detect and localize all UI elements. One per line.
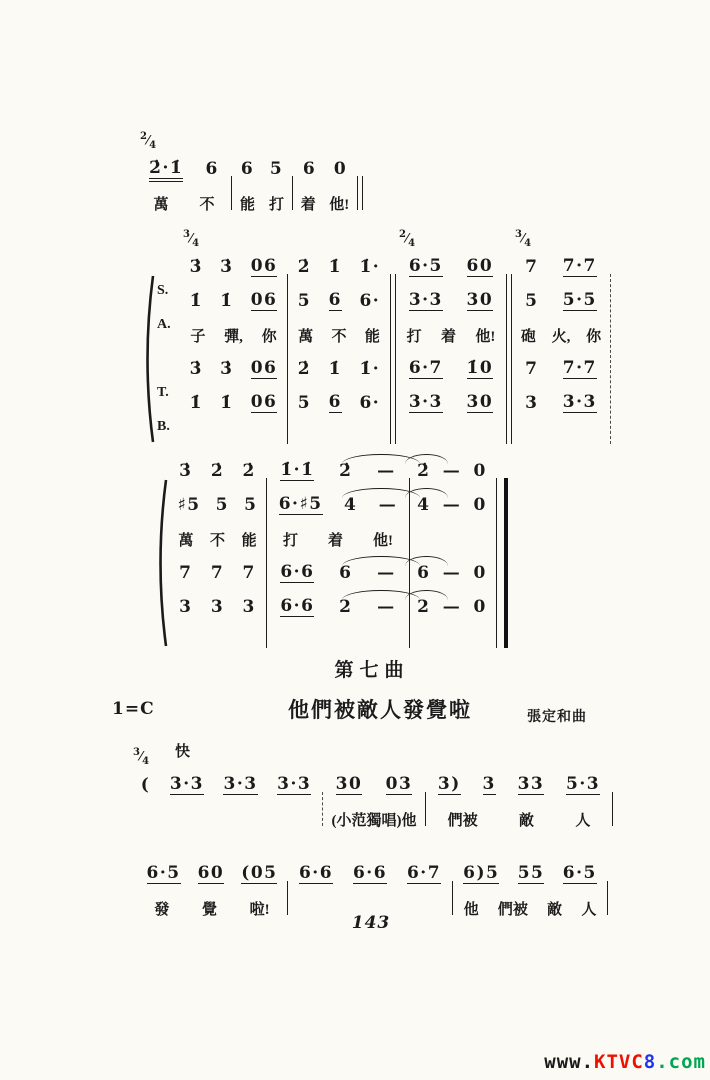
note-line [233,152,291,186]
note-token: 60 [197,862,225,883]
watermark-part: KTVC [594,1051,644,1073]
note-line [397,352,505,386]
note-token: 33 [517,773,545,794]
note-token: 5 [215,494,230,515]
lyric-token: 萬 [153,196,169,213]
note-token: 6·6 [280,595,315,616]
lyric-line [289,318,389,352]
note-line [513,352,609,386]
lyric-token: 萬 [298,328,314,345]
lyric-line [131,802,321,836]
note-line [411,488,493,522]
score-system-satb-1 [141,226,612,448]
note-token: 55 [517,862,545,883]
lyric-token: 他! [475,328,496,345]
note-line [427,768,611,802]
note-line [289,386,389,420]
note-token: 5 [244,494,258,515]
note-line [181,352,286,386]
note-token: 6· [359,290,381,311]
lyric-token: 敵 [518,812,534,829]
note-token: 3̇ [220,358,234,379]
note-token: 60 [466,255,494,276]
measure [181,229,286,420]
lyric-token: 不 [209,532,225,549]
voice-label: B. [157,419,170,434]
lyric-token: 們被 [447,812,478,829]
note-token: 2 [417,596,431,617]
note-token: — [377,596,396,617]
lyric-token: 們被 [497,901,528,918]
lyric-token: 啦! [249,901,270,918]
barline [409,478,410,648]
lyric-line [411,522,493,556]
note-line [411,590,493,624]
note-token: ♯5 [177,494,201,515]
barline [612,792,613,826]
note-token: 2̇ [417,460,431,481]
barline [610,274,611,444]
watermark-part: 8 [643,1051,657,1073]
lyric-token: 打 [268,196,284,213]
note-token: — [442,596,462,617]
lyric-token: 彈, [224,328,243,345]
lyric-token: 打 [406,328,422,345]
composer-credit: 張定和曲 [527,710,587,725]
note-token: 30 [335,773,363,794]
lyric-line [324,802,424,836]
lyric-line [138,186,230,220]
note-token: — [377,460,396,481]
barline [496,478,508,648]
note-token: 6·5 [562,862,597,883]
note-line [268,590,408,624]
note-line [131,768,321,802]
lyric-line [294,186,356,220]
barline [452,881,453,915]
note-token: 7 [179,562,193,583]
note-token: 6·5 [408,255,443,276]
note-line [138,857,286,891]
lyric-token: 着 [300,196,316,213]
note-token: 03 [385,773,413,794]
note-line [397,284,505,318]
note-token: ( [140,774,151,795]
note-token: 3 [242,596,256,617]
lyric-line [397,318,505,352]
note-token: — [377,562,396,583]
note-token: — [378,494,398,515]
lyric-token: 子 [190,328,206,345]
lyric-token: 人 [575,812,591,829]
note-token: 0 [473,562,487,583]
lyric-token: 着 [327,532,343,549]
note-token: 2̇ [297,256,312,277]
note-token: 0 [333,158,348,179]
note-token: 2̇ [242,460,256,481]
note-token: 5 [297,392,312,413]
lyric-token: 你 [586,328,602,345]
note-token: 6 [328,391,342,412]
note-token: 0 [473,596,487,617]
note-token: 3̇ [189,358,203,379]
note-token: 2̇ [297,358,312,379]
note-token: 7·7 [562,357,597,378]
note-token: 3·3 [169,773,204,794]
note-token: 30 [466,391,494,412]
note-token: 1̇ [189,290,203,311]
tempo-marking: 快 [175,744,191,760]
note-line [397,250,505,284]
note-token: 6 [328,289,342,310]
time-signature: $^3⁄_4$ [515,229,532,249]
lyric-line [233,186,291,220]
lyric-line [170,522,265,556]
note-token: 2̇ [339,460,353,481]
time-signature: $^2⁄_4$ [140,131,157,151]
note-token: 2̇ [210,460,225,481]
note-token: 7 [525,256,539,277]
time-signature: $^3⁄_4$ [133,747,150,767]
lyric-token: 你 [261,328,277,345]
barline [292,176,293,210]
lyric-token: 敵 [547,901,563,918]
voice-label: A. [157,317,171,332]
barline [390,274,396,444]
note-token: 2 [339,596,353,617]
page-number: 143 [351,913,391,933]
note-token: 3 [525,392,539,413]
note-token: 7 [242,562,256,583]
barline [607,881,608,915]
lyric-token: 人 [581,901,597,918]
system-brace-icon [154,478,168,652]
note-token: 0 [473,494,487,515]
note-token: 0 [473,460,487,481]
note-token: 3) [437,773,461,794]
lyric-line [427,802,611,836]
lyric-token: 砲 [520,328,536,345]
note-line [289,857,451,891]
note-token: 1̇· [359,358,381,379]
measure [397,229,505,420]
note-token: 3̇ [189,256,203,277]
note-token: 5 [269,158,284,179]
note-token: 6 [339,562,353,583]
barline [357,176,363,210]
voice-label: S. [157,283,169,298]
barline [287,881,288,915]
note-line [181,250,286,284]
note-line [289,250,389,284]
note-line [268,488,408,522]
note-line [513,250,609,284]
note-line [294,152,356,186]
lyric-token: 不 [331,328,347,345]
lyric-token: 火, [551,328,571,345]
note-token: — [442,460,462,481]
note-token: 1̇ [220,290,234,311]
note-line [397,386,505,420]
lyric-line [181,318,286,352]
note-line [454,857,606,891]
note-token: 3 [482,773,496,794]
measure [131,744,321,836]
note-line [170,488,265,522]
song-title: 他們被敵人發覺啦 [288,698,472,722]
note-token: 06 [250,357,278,378]
note-token: 30 [466,289,494,310]
note-token: 6 [240,158,255,179]
note-line [170,590,265,624]
note-token: 3·3 [408,391,443,412]
watermark-part: .com [656,1051,706,1073]
score-system-satb-2 [154,430,509,652]
measure [289,250,389,420]
note-line [513,284,609,318]
lyric-line [268,522,408,556]
note-token: 4 [417,494,431,515]
note-token: 3 [210,596,225,617]
lyric-token: 打 [282,532,298,549]
note-line [411,454,493,488]
note-token: 1̇ [220,392,234,413]
note-line [181,386,286,420]
measure [513,229,609,420]
score-system-song7-line2 [138,833,609,925]
note-token: 6·♯5 [278,493,323,514]
lyric-token: 他 [463,901,479,918]
barline [425,792,426,826]
lyric-token: 萬 [178,532,194,549]
note-token: 5 [297,290,312,311]
note-token: 6 [302,158,317,179]
note-token: 1̇ [328,358,342,379]
note-token: 2̇·1̇ [149,157,184,178]
note-line [181,284,286,318]
lyric-token: 他! [329,196,350,213]
note-line [411,556,493,590]
note-token: — [442,562,462,583]
note-line [289,352,389,386]
note-token: 5·5 [562,289,597,310]
lyric-token: 發 [154,901,170,918]
note-token: 3·3 [223,773,258,794]
note-line [324,768,424,802]
note-line [170,454,265,488]
time-signature: $^3⁄_4$ [183,229,200,249]
score-system-coda [138,128,364,220]
barline [266,478,267,648]
measure [268,454,408,624]
note-line [138,152,230,186]
barline [322,792,323,826]
note-token: 3·3 [277,773,312,794]
watermark-part: www. [544,1051,595,1073]
note-token: 6·7 [406,862,442,883]
lyric-token: (小范獨唱)他 [331,812,417,829]
lyric-token: 能 [239,196,255,213]
lyric-token: 不 [199,196,215,213]
note-token: 3 [179,596,193,617]
note-token: 06 [250,391,278,412]
measure [427,768,611,836]
note-token: 6· [359,392,381,413]
measure [233,152,291,220]
note-line [289,284,389,318]
note-token: 6·6 [352,862,388,883]
note-token: 5·3 [566,773,601,794]
note-token: (05 [241,862,278,883]
note-token: 06 [250,255,278,276]
note-token: 6·6 [280,561,315,582]
lyric-line [513,318,609,352]
lyric-token: 着 [440,328,456,345]
time-signature: $^2⁄_4$ [399,229,416,249]
lyric-token: 覺 [202,901,218,918]
measure [138,131,230,220]
measure [411,454,493,624]
measure [294,152,356,220]
note-token: 3̇ [179,460,193,481]
lyric-token: 能 [364,328,380,345]
barline [231,176,232,210]
note-token: 6 [205,158,219,179]
note-token: 7 [210,562,225,583]
measure [324,768,424,836]
note-token: 1̇· [359,256,381,277]
measure [170,454,265,624]
key-signature: 1=C [112,699,155,719]
section-title: 第七曲 [334,660,410,681]
lyric-token: 能 [241,532,257,549]
note-token: — [442,494,462,515]
voice-labels [157,274,181,444]
note-token: 1̇·1̇ [280,459,315,480]
note-line [513,386,609,420]
note-token: 5 [525,290,539,311]
note-line [268,556,408,590]
note-token: 1̇ [328,256,342,277]
lyric-token: 他! [372,532,393,549]
note-token: 06 [250,289,278,310]
note-token: 6·6 [298,862,334,883]
note-token: 7 [525,358,539,379]
note-token: 3·3 [562,391,597,412]
note-token: 6 [417,562,431,583]
note-token: 3·3 [408,289,443,310]
watermark [544,1051,706,1073]
note-token: 6·7 [408,357,443,378]
note-token: 1̇ [189,392,203,413]
barline [506,274,512,444]
barline [287,274,288,444]
note-token: 7·7 [562,255,597,276]
note-token: 6)5 [463,862,500,883]
note-line [170,556,265,590]
voice-label: T. [157,385,169,400]
note-token: 4 [343,494,358,515]
note-line [268,454,408,488]
note-token: 1̇0 [466,357,494,378]
system-brace-icon [141,274,155,448]
note-token: 6·5 [146,862,181,883]
score-system-song7-line1 [131,744,614,836]
note-token: 3̇ [220,256,234,277]
